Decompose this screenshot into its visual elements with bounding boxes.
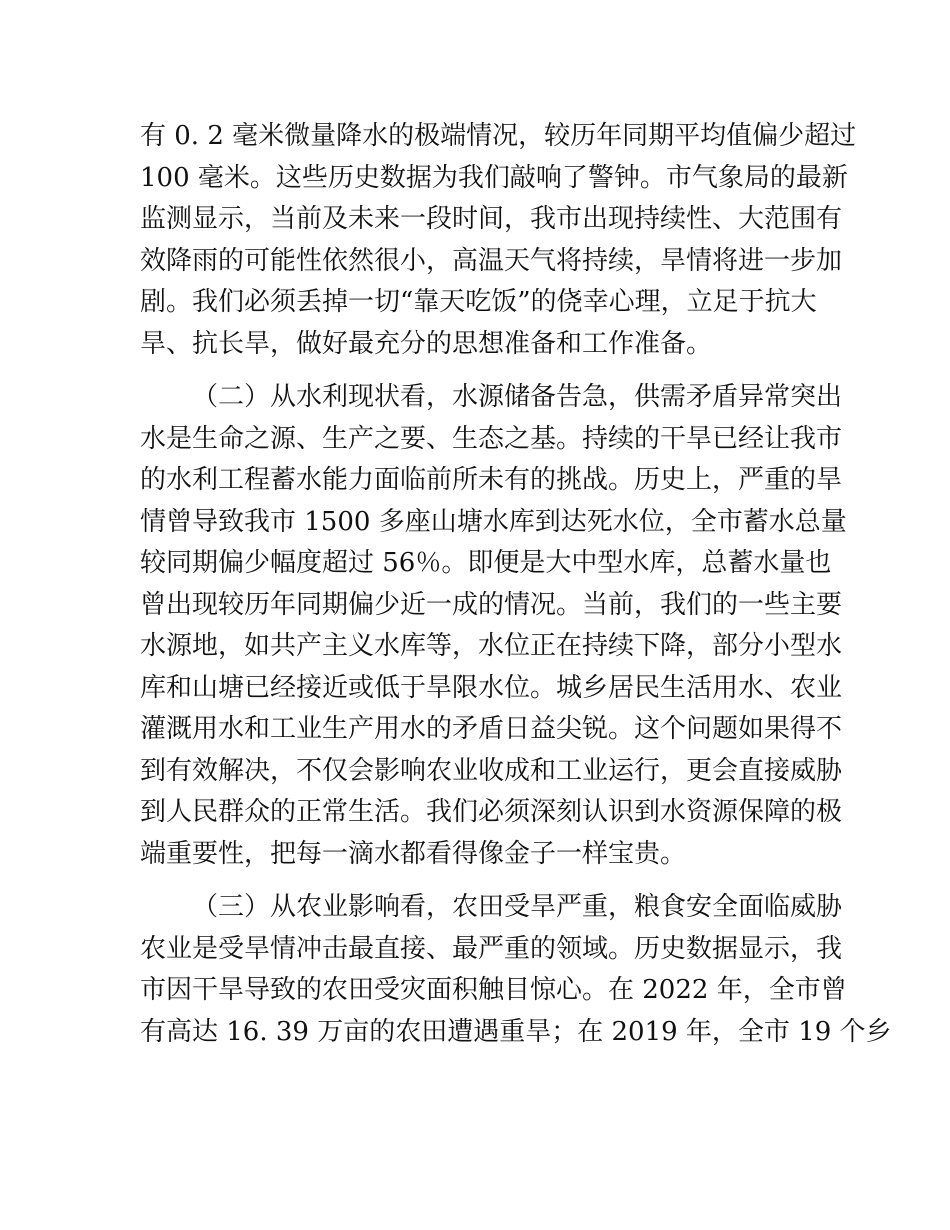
paragraph-2: [140, 377, 847, 875]
text-line: 市因干旱导致的农田受灾面积触目惊心。在 2022 年，全市曾: [140, 975, 847, 1005]
text-line: 农业是受旱情冲击最直接、最严重的领域。历史数据显示，我: [140, 933, 843, 964]
text-line: 监测显示，当前及未来一段时间，我市出现持续性、大范围有: [140, 204, 843, 234]
text-line: 灌溉用水和工业生产用水的矛盾日益尖锐。这个问题如果得不: [140, 714, 843, 744]
section-heading: （三）从农业影响看，农田受旱严重，粮食安全面临威胁: [192, 892, 843, 922]
text-line: 情曾导致我市 1500 多座山塘水库到达死水位，全市蓄水总量: [140, 506, 847, 537]
text-line: 100 毫米。这些历史数据为我们敲响了警钟。市气象局的最新: [140, 162, 848, 193]
text-line: 库和山塘已经接近或低于旱限水位。城乡居民生活用水、农业: [140, 672, 843, 703]
paragraph-spacer: [140, 875, 810, 887]
text-line: 水源地，如共产主义水库等，水位正在持续下降，部分小型水: [140, 631, 843, 661]
document-body: [140, 116, 892, 1053]
paragraph-spacer: [140, 365, 810, 377]
text-line: 旱、抗长旱，做好最充分的思想准备和工作准备。: [140, 328, 713, 359]
text-line: 到有效解决，不仅会影响农业收成和工业运行，更会直接威胁: [140, 755, 843, 786]
text-line: 较同期偏少幅度超过 56％。即便是大中型水库，总蓄水量也: [140, 548, 832, 578]
text-line: 有高达 16. 39 万亩的农田遭遇重旱；在 2019 年，全市 19 个乡: [140, 1016, 892, 1047]
paragraph-1: [140, 116, 857, 365]
section-heading: （二）从水利现状看，水源储备告急，供需矛盾异常突出: [192, 382, 843, 412]
text-line: 效降雨的可能性依然很小，高温天气将持续，旱情将进一步加: [140, 245, 843, 276]
text-line: 有 0. 2 毫米微量降水的极端情况，较历年同期平均值偏少超过: [140, 121, 857, 151]
text-line: 的水利工程蓄水能力面临前所未有的挑战。历史上，严重的旱: [140, 465, 843, 495]
text-line: 曾出现较历年同期偏少近一成的情况。当前，我们的一些主要: [140, 589, 843, 620]
text-line: 剧。我们必须丢掉一切“靠天吃饭”的侥幸心理，立足于抗大: [140, 287, 817, 317]
paragraph-3: [140, 887, 892, 1053]
text-line: 端重要性，把每一滴水都看得像金子一样宝贵。: [140, 838, 687, 869]
text-line: 水是生命之源、生产之要、生态之基。持续的干旱已经让我市: [140, 423, 843, 454]
text-line: 到人民群众的正常生活。我们必须深刻认识到水资源保障的极: [140, 797, 843, 827]
